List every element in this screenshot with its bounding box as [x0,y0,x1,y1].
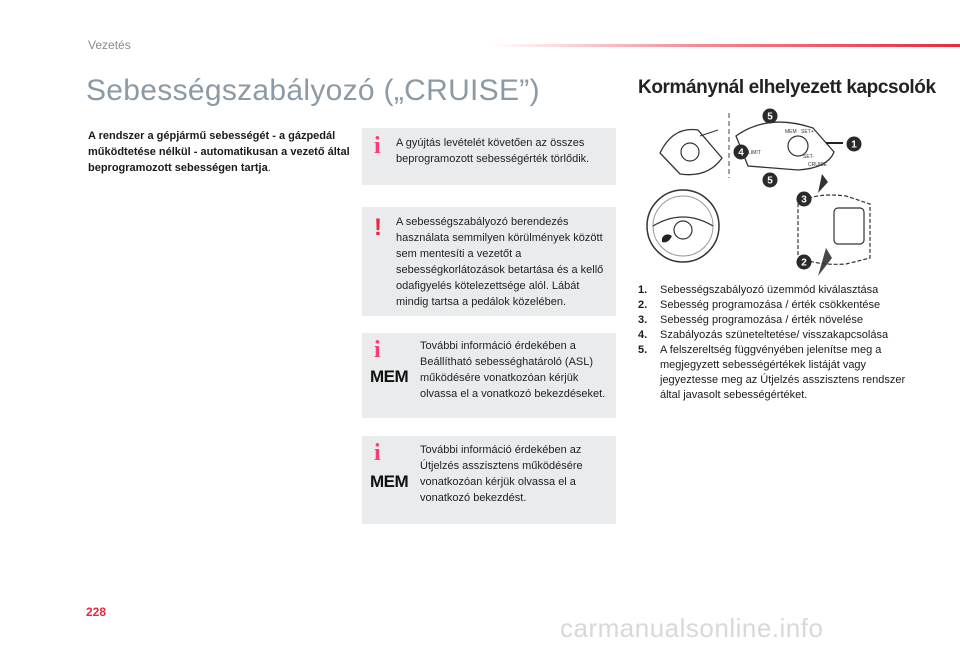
info-note-ignition [362,128,616,185]
list-item-text: Sebesség programozása / érték növelése [660,314,864,326]
callout-4 [734,145,749,160]
svg-text:2: 2 [801,257,807,269]
steering-wheel-icon [647,190,719,262]
callout-2 [797,255,812,270]
mem-icon: MEM [370,367,409,386]
list-item-number: 1. [638,284,648,296]
list-item-text: Sebesség programozása / érték csökkentése [660,299,881,311]
list-item [638,328,918,343]
svg-text:5: 5 [767,175,773,187]
intro-paragraph [88,128,350,176]
info-note-asl [362,333,616,418]
list-item [638,343,918,403]
stalk-text-set-plus: SET+ [801,129,814,135]
callout-5-bottom [763,173,778,188]
watermark: carmanualsonline.info [560,613,824,643]
controls-title: Kormánynál elhelyezett kapcsolók [638,77,936,98]
stalk-left-detail [660,129,722,174]
page-title: Sebességszabályozó („CRUISE”) [86,74,540,107]
callout-5-top [763,109,778,124]
stalk-text-set-minus: SET- [803,154,815,160]
list-item-number: 5. [638,344,648,356]
list-item [638,283,918,298]
steering-controls-illustration [638,108,898,278]
svg-text:1: 1 [851,139,857,151]
list-item-number: 3. [638,314,648,326]
list-item-text: Szabályozás szüneteltetése/ visszakapcsolása [660,329,889,341]
stalk-right-detail [736,122,843,170]
info-note-road-signs [362,436,616,524]
mem-icon: MEM [370,472,409,491]
list-item-text: A felszereltség függvényében jelenítse meg a megjegyzett sebességértékek listáját vagy jegyeztesse meg az Útjelzés asszisztens rendszer által javasolt sebességértéket. [660,344,906,401]
list-item-number: 4. [638,329,648,341]
note-text: További információ érdekében a Beállítható sebességhatároló (ASL) működésére vonatkozóan kérjük olvassa el a vonatkozó bekezdéseket. [420,340,606,400]
warning-icon: ! [374,214,382,241]
stalk-text-cruise: CRUISE [808,162,827,168]
list-item [638,298,918,313]
stalk-text-mem: MEM [785,129,797,135]
page-number: 228 [86,605,107,619]
info-icon: i [374,440,381,466]
list-item-text: Sebességszabályozó üzemmód kiválasztása [660,284,879,296]
svg-text:4: 4 [738,147,744,159]
svg-text:5: 5 [767,111,773,123]
list-item-number: 2. [638,299,648,311]
intro-tail: . [267,162,271,174]
svg-text:3: 3 [801,194,807,206]
info-icon: i [374,133,381,159]
note-text: A sebességszabályozó berendezés használata semmilyen körülmények között sem mentesíti a vezetőt a sebességkorlátozások betartása és a kellő odafigyelés kötelezettsége alól. Lábát mindig tartsa a pedálok közelében. [396,216,604,308]
intro-bold-text: A rendszer a gépjármű sebességét - a gázpedál működtetése nélkül - automatikusan a vezető által beprogramozott sebességen tartja [88,130,350,174]
note-text: A gyújtás levételét követően az összes beprogramozott sebességérték törlődik. [396,137,590,165]
controls-list [638,283,918,403]
info-icon: i [374,337,381,363]
callout-1 [847,137,862,152]
list-item [638,313,918,328]
warning-note-responsibility [362,207,616,316]
stalk-text-limit: LIMIT [748,150,761,156]
note-text: További információ érdekében az Útjelzés asszisztens működésére vonatkozóan kérjük olvassa el a vonatkozó bekezdést. [420,444,583,504]
header-rule [490,44,960,47]
callout-3 [797,192,812,207]
section-label: Vezetés [88,38,131,52]
